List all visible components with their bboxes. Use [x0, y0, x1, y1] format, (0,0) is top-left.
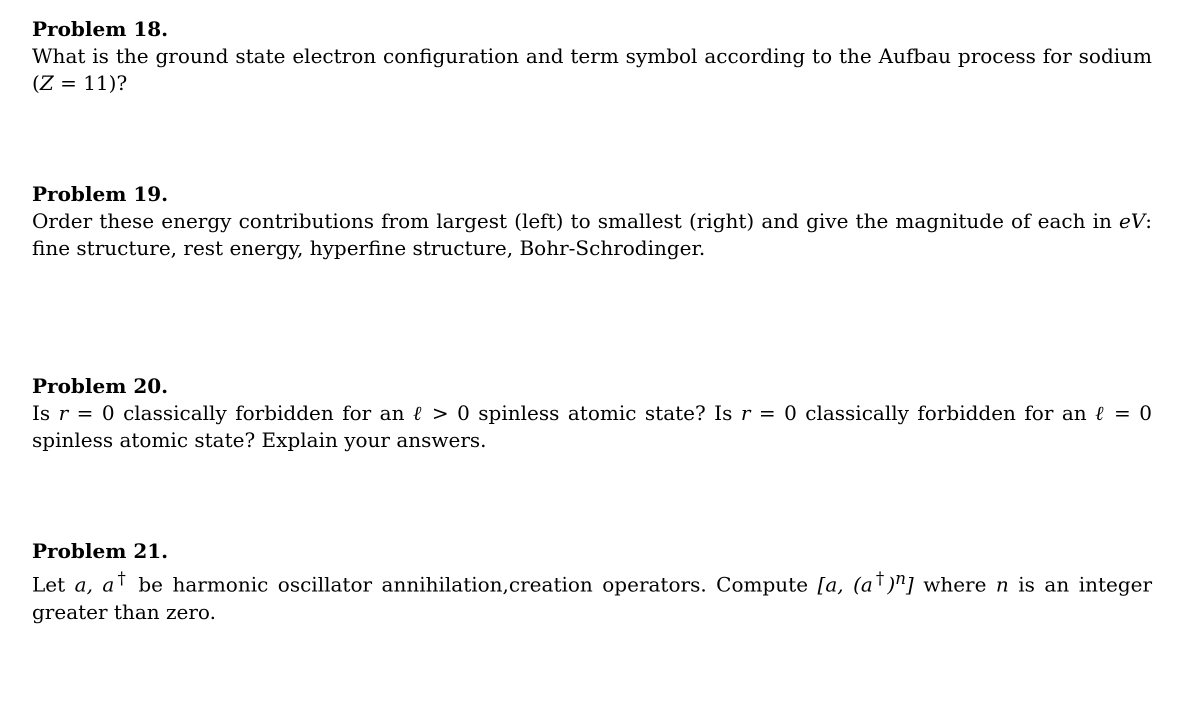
text-segment: = 11)? [53, 71, 128, 95]
problem-21 [32, 538, 1152, 626]
text-segment: = 0 spinless atomic state? Explain your answers. [32, 401, 1152, 452]
math-segment: ] [905, 572, 914, 597]
text-segment: Let [32, 572, 75, 597]
problem-18 [32, 16, 1152, 97]
problem-20 [32, 373, 1152, 454]
math-segment: Z [39, 71, 54, 95]
problem-title: Problem 21. [32, 539, 169, 563]
math-segment: r [58, 401, 69, 425]
text-segment: is an integer greater than zero. [32, 572, 1153, 624]
problem-19 [32, 181, 1152, 262]
math-segment: [a, (a [817, 572, 873, 597]
text-segment: = 0 classically forbidden for an [68, 401, 413, 425]
math-segment: a, a [74, 572, 115, 597]
problem-title: Problem 20. [32, 374, 169, 398]
problem-text [32, 565, 1152, 626]
math-segment: ℓ [1095, 401, 1106, 425]
exponent-superscript: n [895, 569, 906, 588]
text-segment: be harmonic oscillator annihilation,creation operators. Compute [128, 572, 818, 597]
problem-text [32, 208, 1152, 262]
math-segment: ) [887, 572, 896, 597]
text-segment: = 0 classically forbidden for an [750, 401, 1096, 425]
problem-text [32, 43, 1152, 97]
problem-title: Problem 19. [32, 182, 169, 206]
dagger-superscript: † [114, 569, 129, 588]
math-segment: ℓ [412, 401, 424, 425]
text-segment: Is [32, 401, 59, 425]
problem-text [32, 400, 1152, 454]
text-segment: where [913, 572, 996, 597]
dagger-superscript: † [872, 569, 888, 588]
problem-title: Problem 18. [32, 17, 169, 41]
math-segment: eV [1118, 209, 1146, 233]
text-segment: : fine structure, rest energy, hyperfine structure, Bohr-Schrodinger. [32, 209, 1152, 260]
text-segment: What is the ground state electron configuration and term symbol according to the Aufbau process for sodium ( [32, 44, 1152, 95]
math-segment: n [995, 572, 1009, 597]
math-segment: r [740, 401, 751, 425]
text-segment: > 0 spinless atomic state? Is [423, 401, 741, 425]
text-segment: Order these energy contributions from largest (left) to smallest (right) and give the magnitude of each in [32, 209, 1119, 233]
